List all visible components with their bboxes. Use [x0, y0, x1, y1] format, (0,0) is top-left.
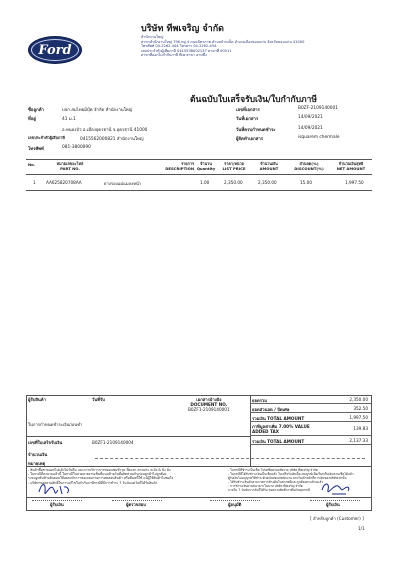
col-net-en: NET AMOUNT [336, 165, 366, 171]
terms-line: - ได้รับชำระสินค้าตามรายการข้างต้นในสภาพดีและถูกต้องครบถ้วนแล้ว [228, 480, 324, 484]
col-desc-en: DESCRIPTION [165, 165, 194, 171]
sig-line [310, 500, 360, 501]
page-number: 1/1 [358, 526, 365, 531]
col-qty-th: จำนวน [200, 161, 212, 166]
row-discount: 15.00 [300, 180, 312, 185]
document-title: ต้นฉบับใบเสร็จรับเงิน/ใบกำกับภาษี [190, 95, 318, 105]
terms-line: - การชำระเงินผ่านธนาคารในนาม บริษัท ทีพเจริญ จำกัด [228, 484, 303, 488]
summary-row [250, 413, 371, 422]
col-desc-th: รายการ [181, 161, 194, 166]
doc-no-value: B0ZF-2109140001 [298, 106, 338, 111]
amount-words-line [95, 458, 365, 459]
terms-line: ระยะผูกพันห้ามยินยอมให้เคลมทำการขอเคลมรายการทดสอบสินค้า หรือคืนหนี้ให้ แม้ผู้ใช้สินค้าไม่พอใจ [28, 476, 174, 481]
customer-taxid-label: เลขประจำตัวผู้เสียภาษี [28, 135, 65, 140]
table-top-rule [26, 159, 372, 160]
address-line: สาขาสำนักงานใหญ่ 796 หมู่ 4 ถนนมิตรภาพ ตำบลบ้านเป็ด อำเภอเมืองขอนแก่น จังหวัดขอนแก่น 41000 [141, 39, 305, 44]
ford-logo [28, 36, 82, 64]
due-date-value: 14/09/2021 [298, 126, 323, 131]
footer-terms-rule [26, 466, 372, 467]
receiver-signature [36, 480, 76, 500]
address-line: สาขาที่ออกใบกำกับภาษี ทีเพ สาขา ฮามซึ่ง [141, 53, 207, 58]
sig-line [32, 500, 82, 501]
col-net-th: จำนวนเงินสุทธิ [338, 161, 364, 166]
terms-line: - บริษัทฯขอสงวนสิทธิ์ในการแก้ไขใบกำกับภาษีกรณีที่มีการชำระ 7 วันนับแต่วันที่ได้รับสินค้า [28, 480, 158, 485]
sig-label-approver: ผู้อนุมัติ [228, 502, 242, 507]
copy-label: [ สำหรับลูกค้า (Customer) ] [310, 516, 364, 521]
ref-label-en: DOCUMENT NO. [190, 402, 228, 407]
sig-label-cashier: ผู้รับเงิน [326, 502, 340, 507]
customer-name-label: ชื่อลูกค้า [28, 108, 45, 113]
staff-label: ผู้จัดทำเอกสาร [236, 137, 264, 142]
summary-label: ยอดรวม [252, 397, 268, 403]
summary-value: 2,350.00 [349, 396, 368, 402]
terms-line: ภายใน 7 วันนับจากวันที่ได้รับ ขอสงวนสิทธิ์การคืนเงินทุกกรณี [228, 488, 311, 492]
col-no-header: No. [28, 162, 36, 167]
col-price-en: LIST PRICE [222, 165, 246, 171]
amount-words-label: จำนวนเงิน [28, 452, 48, 457]
terms-line: - สินค้าซื้อขายออกไปแล้วไม่รับคืน และการบริการการซ่อมแซมชำรุด ที่ตะลก ตามประ ต.มิ่ง & มิ่ง มิ่ง [28, 468, 171, 472]
col-net-header [330, 162, 372, 171]
summary-label: รวมเงิน TOTAL AMOUNT [252, 438, 305, 444]
company-name: บริษัท ทีพเจริญ จำกัด [141, 24, 225, 34]
col-discount-en: DISCOUNT(%) [294, 165, 324, 171]
ref-label-th: เอกสารอ้างอิง [196, 397, 222, 402]
col-discount-header [288, 162, 330, 171]
col-qty-header [194, 162, 218, 171]
col-amount-en: AMOUNT [259, 165, 279, 171]
col-discount-th: ส่วนลด(%) [299, 161, 319, 166]
due-date-label: วันที่ครบกำหนดชำระ [236, 128, 276, 133]
sig-label-receiver: ผู้รับเงิน [50, 502, 64, 507]
summary-label: ยอดส่วนลด / ปัดเศษ [252, 406, 290, 412]
company-address [141, 35, 371, 58]
footer-mid-rule [26, 436, 250, 437]
terms-line: - ในกรณีที่ชำระเป็นเช็ค โปรดขีดคร่อมสั่งจ่าย บริษัท ทีพเจริญ จำกัด [228, 468, 318, 472]
logo-text: Ford [38, 42, 72, 58]
summary-value: 352.50 [353, 405, 368, 411]
customer-name-value: บจก.สมไทยมีบุ๊ค จำกัด สำนักงานใหญ่ [62, 108, 133, 113]
summary-label: รวมเงิน TOTAL AMOUNT [252, 415, 305, 421]
summary-value: 1,997.50 [349, 414, 368, 420]
summary-row [250, 404, 371, 413]
address-line: โทรศัพท์ 04-2262-444 โทรสาร 04-2262-454 [141, 44, 217, 49]
sig-label-checker: ผู้ตรวจสอบ [126, 502, 146, 507]
col-part-th: หมายเลขอะไหล่ [56, 161, 84, 166]
terms-line: - ในกรณีที่ได้รับชำระเงินเป็นเช็คแล้ว ใบเสร็จรับเงินนี้จะสมบูรณ์เมื่อเรียกเก็บเงินตามเช็คได้แล้ว [228, 472, 354, 476]
row-no: 1 [33, 180, 36, 185]
customer-address-value2: อ.หนองบัว อ.เมืองอุดรธานี จ.อุดรธานี 41000 [62, 128, 148, 133]
summary-label: ภาษีมูลค่าเพิ่ม 7.00% VALUE ADDED TAX [252, 423, 310, 434]
col-part-en: PART NO. [60, 165, 80, 171]
summary-row [250, 422, 371, 436]
doc-date-value: 14/09/2021 [298, 115, 323, 120]
row-amount: 2,350.00 [258, 180, 277, 185]
row-qty: 1.00 [200, 180, 210, 185]
customer-phone-label: โทรศัพท์ [28, 147, 44, 152]
authorized-signature [318, 476, 354, 498]
col-amount-header [250, 162, 288, 171]
doc-date-label: วันที่เอกสาร [236, 117, 259, 122]
address-line: สำนักงานใหญ่ [141, 35, 164, 39]
receiver-label: ผู้รับสินค้า [28, 397, 46, 402]
col-amount-th: จำนวนเงิน [260, 161, 278, 166]
table-header-rule [26, 174, 372, 175]
col-qty-en: Quantity [196, 165, 216, 171]
row-price: 2,350.00 [224, 180, 243, 185]
terms-line: ผู้รับเงินไม่อนุญาตให้ชำระด้วยเงินสดแก่พนักงาน ยกเว้นเจ้าหน้าที่การเงินของบริษัทเท่านั้น [228, 476, 347, 480]
receipt-no-label: เลขที่ใบเสร็จรับเงิน [28, 440, 63, 445]
receipt-no-value: B0ZF1-2109140004 [92, 440, 134, 445]
summary-value: 2,137.33 [349, 437, 368, 443]
sig-line [210, 500, 260, 501]
customer-address-value: 41 ม.1 [62, 117, 76, 122]
terms-line: - ในกรณีที่ลงนามแล้วนี้ ในกรณีในปวดลายงานเซ็นที่แนบท้ายวันที่ผลิตส่วนเกินก่อนลูกค้าไม่ถูกต้อง [28, 472, 167, 477]
col-price-header [218, 162, 250, 171]
summary-value: 139.83 [353, 426, 368, 431]
customer-phone-value: 081-3800090 [62, 145, 91, 150]
col-part-header [46, 162, 94, 171]
row-part: AA625820708AA [46, 180, 82, 185]
summary-row [250, 395, 371, 404]
doc-no-label: เลขที่เอกสาร [236, 108, 260, 113]
note-label: ในการกำหนดชำระเงินก่อนทำ [28, 422, 83, 427]
col-desc-header [98, 162, 194, 171]
customer-taxid-value: 0415562000821 สำนักงานใหญ่ [80, 137, 144, 142]
logo-ring [31, 39, 79, 61]
ref-label [188, 397, 230, 412]
table-body-rule [26, 190, 372, 191]
customer-address-label: ที่อยู่ [28, 117, 36, 122]
sig-line [112, 500, 162, 501]
receive-date-label: วันที่รับ [92, 397, 105, 402]
ref-value: B0ZF1-2109140001 [188, 407, 230, 412]
row-desc: ยางรองแม่แมลงหน้า [104, 181, 142, 186]
summary-row [250, 436, 371, 445]
remark-label: หมายเหตุ [28, 461, 46, 466]
address-line: เลขประจำตัวผู้เสียภาษี 0415538002137 สาขาที่ 00011 [141, 48, 232, 53]
col-price-th: ราคา/หน่วย [224, 161, 244, 166]
row-net: 1,997.50 [345, 180, 364, 185]
staff-value: isquarem chermale [298, 135, 340, 140]
